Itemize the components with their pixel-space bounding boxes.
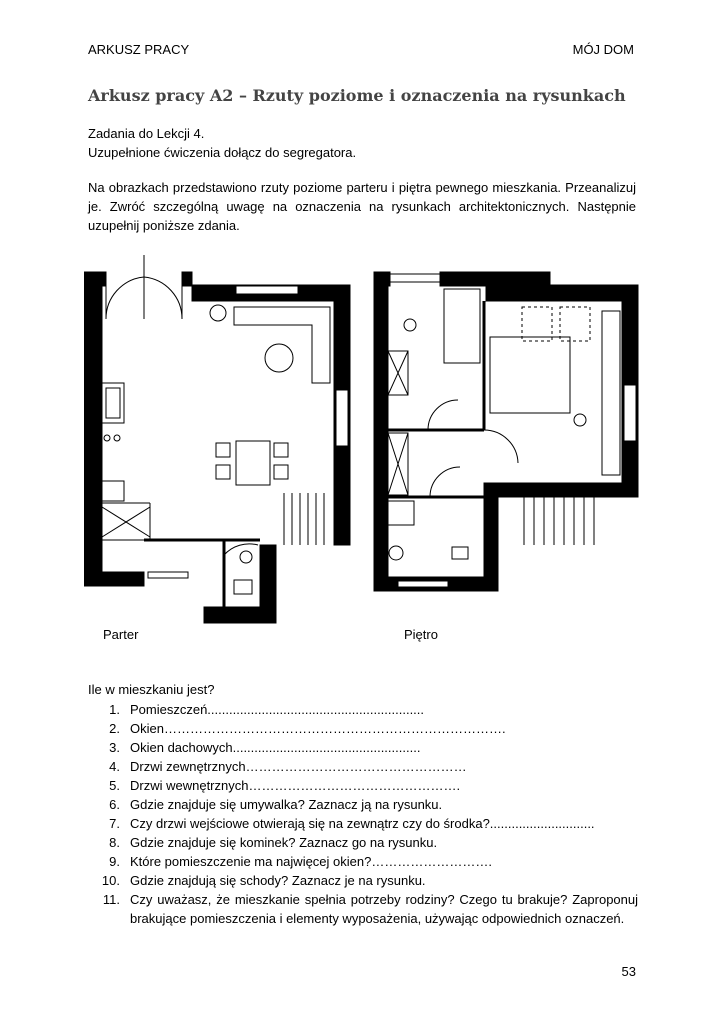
ground-floor-label: Parter: [103, 627, 139, 642]
page-number: 53: [621, 964, 636, 979]
intro-paragraph: Na obrazkach przedstawiono rzuty poziome parteru i piętra pewnego mieszkania. Przeanalizuj je. Zwróć szczególną uwagę na oznaczenia na rysunkach architektonicznych. Następnie uzupełnij poniższe zdania.: [88, 180, 636, 233]
questions-heading: Ile w mieszkaniu jest?: [88, 682, 215, 697]
floor-plans-drawing: [84, 255, 644, 625]
question-item: 11. Czy uważasz, że mieszkanie spełnia potrzeby rodziny? Czego tu brakuje? Zaproponuj brakujące pomieszczenia i elementy wyposażenia, używając odpowiednich oznaczeń.: [102, 892, 638, 926]
upper-floor-label: Piętro: [404, 627, 438, 642]
page-title: Arkusz pracy A2 – Rzuty poziome i oznaczenia na rysunkach: [88, 86, 626, 105]
questions-list: [90, 700, 638, 928]
intro-line-1: Zadania do Lekcji 4.: [88, 126, 205, 141]
question-item: 7. Czy drzwi wejściowe otwierają się na zewnątrz czy do środka?.............................: [109, 816, 595, 831]
question-item: 4. Drzwi zewnętrznych……………………………………………: [109, 759, 467, 774]
question-item: 5. Drzwi wewnętrznych………………………………………….: [109, 778, 461, 793]
question-item: 10. Gdzie znajdują się schody? Zaznacz je na rysunku.: [101, 873, 426, 888]
question-item: 3. Okien dachowych....................................................: [109, 740, 421, 755]
question-item: 6. Gdzie znajduje się umywalka? Zaznacz ją na rysunku.: [109, 797, 443, 812]
question-item: 1. Pomieszczeń............................................................: [109, 702, 425, 717]
running-header-right: MÓJ DOM: [572, 42, 634, 57]
question-item: 9. Które pomieszczenie ma najwięcej okien?……………………….: [109, 854, 492, 869]
running-header-left: ARKUSZ PRACY: [88, 42, 190, 57]
upper-floor-plan: [374, 272, 638, 591]
intro-line-2: Uzupełnione ćwiczenia dołącz do segregatora.: [88, 145, 357, 160]
question-item: 8. Gdzie znajduje się kominek? Zaznacz go na rysunku.: [109, 835, 438, 850]
question-item: 2. Okien…………………………………………………………………….: [109, 721, 506, 736]
ground-floor-plan: [84, 255, 350, 623]
